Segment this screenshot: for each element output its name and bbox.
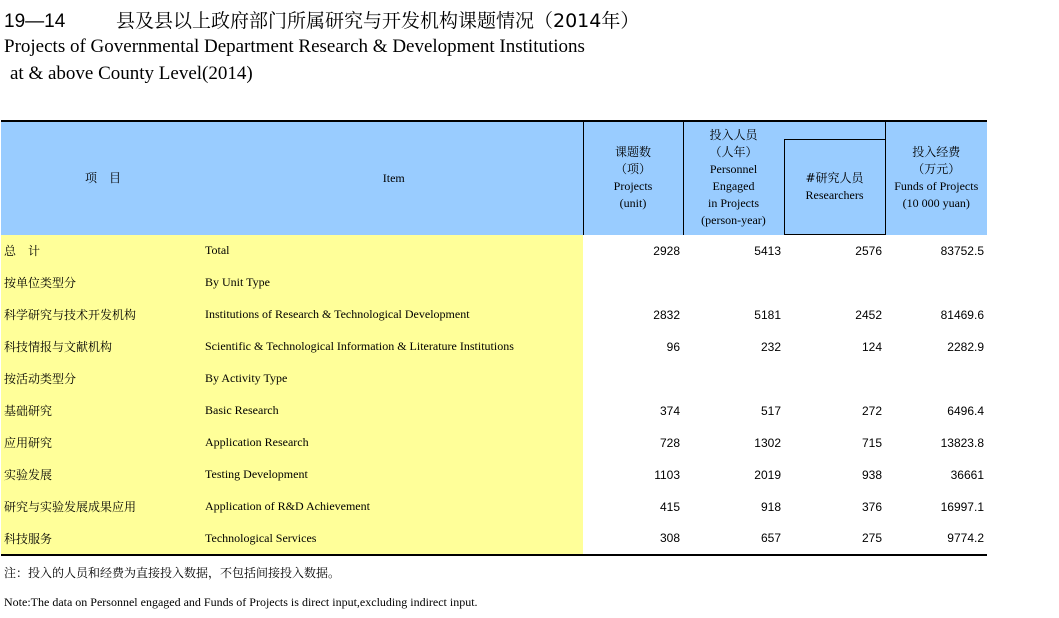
header-personnel-span [784, 121, 885, 140]
funds-value: 36661 [950, 467, 984, 482]
projects-value: 96 [666, 339, 680, 354]
personnel-value [683, 267, 784, 299]
table-row [1, 491, 987, 523]
personnel-value: 5413 [754, 243, 781, 258]
row-label-en: By Unit Type [205, 267, 583, 299]
table-title-en-line1: Projects of Governmental Department Research & Development Institutions [4, 36, 585, 57]
researchers-value: 275 [784, 523, 885, 555]
row-label-cn: 实验发展 [1, 459, 205, 491]
row-label-cn: 应用研究 [1, 427, 205, 459]
funds-value [885, 363, 987, 395]
researchers-value: 272 [861, 403, 882, 418]
funds-value [885, 267, 987, 299]
funds-value: 9774.2 [885, 523, 987, 555]
funds-value: 16997.1 [940, 499, 984, 514]
table-row [1, 427, 987, 459]
row-label-en: Total [205, 235, 583, 267]
table-row [1, 459, 987, 491]
researchers-value: 938 [861, 467, 882, 482]
header-personnel: 投入人员 （人年） Personnel Engaged in Projects (person-year) [683, 121, 784, 235]
projects-value [583, 267, 683, 299]
row-label-cn: 按活动类型分 [1, 363, 205, 395]
row-label-en: Scientific & Technological Information & Literature Institutions [205, 331, 583, 363]
funds-value: 6496.4 [947, 403, 984, 418]
table-row [1, 299, 987, 331]
table-number: 19—14 [4, 11, 66, 32]
personnel-value: 517 [760, 403, 781, 418]
row-label-en: Testing Development [205, 459, 583, 491]
researchers-value: 2576 [855, 243, 882, 258]
title-cn-text: 县及县以上政府部门所属研究与开发机构课题情况（2014年） [116, 10, 640, 32]
note-cn: 注：投入的人员和经费为直接投入数据，不包括间接投入数据。 [4, 566, 341, 580]
header-funds: 投入经费 （万元） Funds of Projects (10 000 yuan) [885, 121, 987, 235]
personnel-value: 2019 [754, 467, 781, 482]
projects-value: 415 [659, 499, 680, 514]
projects-value: 374 [659, 403, 680, 418]
table-title-en-line2: at & above County Level(2014) [10, 63, 253, 84]
row-label-cn: 科学研究与技术开发机构 [1, 299, 205, 331]
researchers-value [784, 363, 885, 395]
researchers-value: 124 [861, 339, 882, 354]
table-row [1, 395, 987, 427]
row-label-en: Basic Research [205, 395, 583, 427]
projects-table [1, 120, 987, 556]
row-label-en: Application of R&D Achievement [205, 491, 583, 523]
projects-value: 1103 [654, 467, 680, 482]
row-label-cn: 基础研究 [1, 395, 205, 427]
row-label-en: Technological Services [205, 523, 583, 555]
table-row [1, 235, 987, 267]
projects-value [583, 363, 683, 395]
funds-value: 2282.9 [947, 339, 984, 354]
projects-value: 728 [659, 435, 680, 450]
personnel-value: 232 [760, 339, 781, 354]
projects-value: 2832 [653, 307, 680, 322]
table-row [1, 363, 987, 395]
researchers-value [784, 267, 885, 299]
row-label-cn: 按单位类型分 [1, 267, 205, 299]
table-row [1, 267, 987, 299]
header-researchers: #研究人员 Researchers [784, 140, 885, 235]
funds-value: 81469.6 [940, 307, 984, 322]
researchers-value: 715 [861, 435, 882, 450]
table-row [1, 523, 987, 555]
personnel-value [683, 363, 784, 395]
table-row [1, 331, 987, 363]
header-projects: 课题数 （项） Projects (unit) [583, 121, 683, 235]
row-label-cn: 研究与实验发展成果应用 [1, 491, 205, 523]
row-label-en: Institutions of Research & Technological Development [205, 299, 583, 331]
row-label-en: Application Research [205, 427, 583, 459]
row-label-en: By Activity Type [205, 363, 583, 395]
row-label-cn: 科技服务 [1, 523, 205, 555]
personnel-value: 918 [760, 499, 781, 514]
researchers-value: 376 [861, 499, 882, 514]
table-title-cn [4, 6, 639, 33]
projects-value: 2928 [653, 243, 680, 258]
personnel-value: 1302 [754, 435, 781, 450]
funds-value: 13823.8 [940, 435, 984, 450]
row-label-cn: 总 计 [1, 235, 205, 267]
researchers-value: 2452 [855, 307, 882, 322]
row-label-cn: 科技情报与文献机构 [1, 331, 205, 363]
table-body [1, 235, 987, 555]
projects-value: 308 [583, 523, 683, 555]
note-en: Note:The data on Personnel engaged and Funds of Projects is direct input,excluding indirect input. [4, 595, 478, 609]
personnel-value: 5181 [754, 307, 781, 322]
personnel-value: 657 [683, 523, 784, 555]
funds-value: 83752.5 [940, 243, 984, 258]
header-item-cn: 项 目 [1, 121, 205, 235]
header-item-en: Item [205, 121, 583, 235]
